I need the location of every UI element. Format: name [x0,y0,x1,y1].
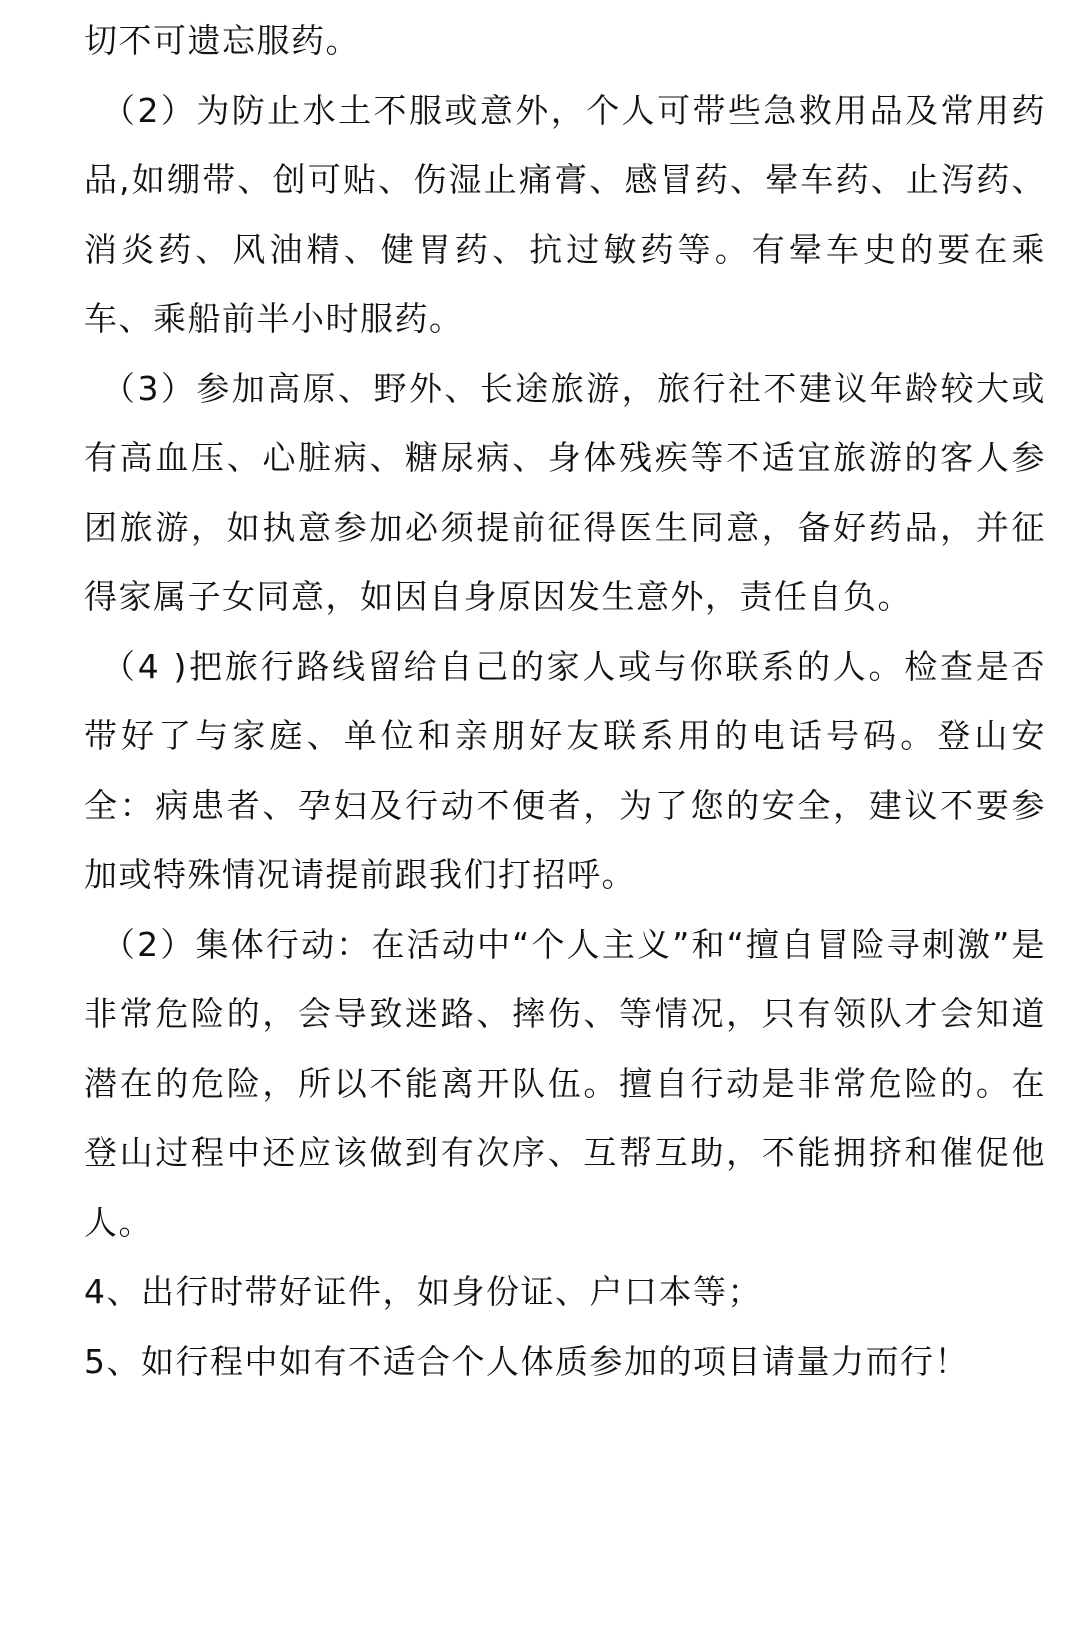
paragraph-plateau-travel-health: （3）参加高原、野外、长途旅游，旅行社不建议年龄较大或有高血压、心脏病、糖尿病、身体残疾等不适宜旅游的客人参团旅游，如执意参加必须提前征得医生同意，备好药品，并征得家属子女同意，如因自身原因发生意外，责任自负。 [84,368,1046,616]
paragraph-bring-id: 4、出行时带好证件，如身份证、户口本等； [84,1272,762,1311]
paragraph-act-within-ability: 5、如行程中如有不适合个人体质参加的项目请量力而行！ [84,1341,969,1381]
document-page [84,6,1046,1396]
paragraph-continuation: 切不可遗忘服药。 [84,21,360,60]
paragraph-route-and-contacts: （4 )把旅行路线留给自己的家人或与你联系的人。检查是否带好了与家庭、单位和亲朋好友联系用的电话号码。登山安全：病患者、孕妇及行动不便者，为了您的安全，建议不要参加或特殊情况请提前跟我们打招呼。 [84,646,1046,894]
paragraph-first-aid-supplies: （2）为防止水土不服或意外，个人可带些急救用品及常用药品,如绷带、创可贴、伤湿止痛膏、感冒药、晕车药、止泻药、消炎药、风油精、健胃药、抗过敏药等。有晕车史的要在乘车、乘船前半小时服药。 [84,90,1046,338]
paragraph-group-action: （2）集体行动：在活动中“个人主义”和“擅自冒险寻刺激”是非常危险的，会导致迷路、摔伤、等情况，只有领队才会知道潜在的危险，所以不能离开队伍。擅自行动是非常危险的。在登山过程中还应该做到有次序、互帮互助，不能拥挤和催促他人。 [84,924,1046,1242]
